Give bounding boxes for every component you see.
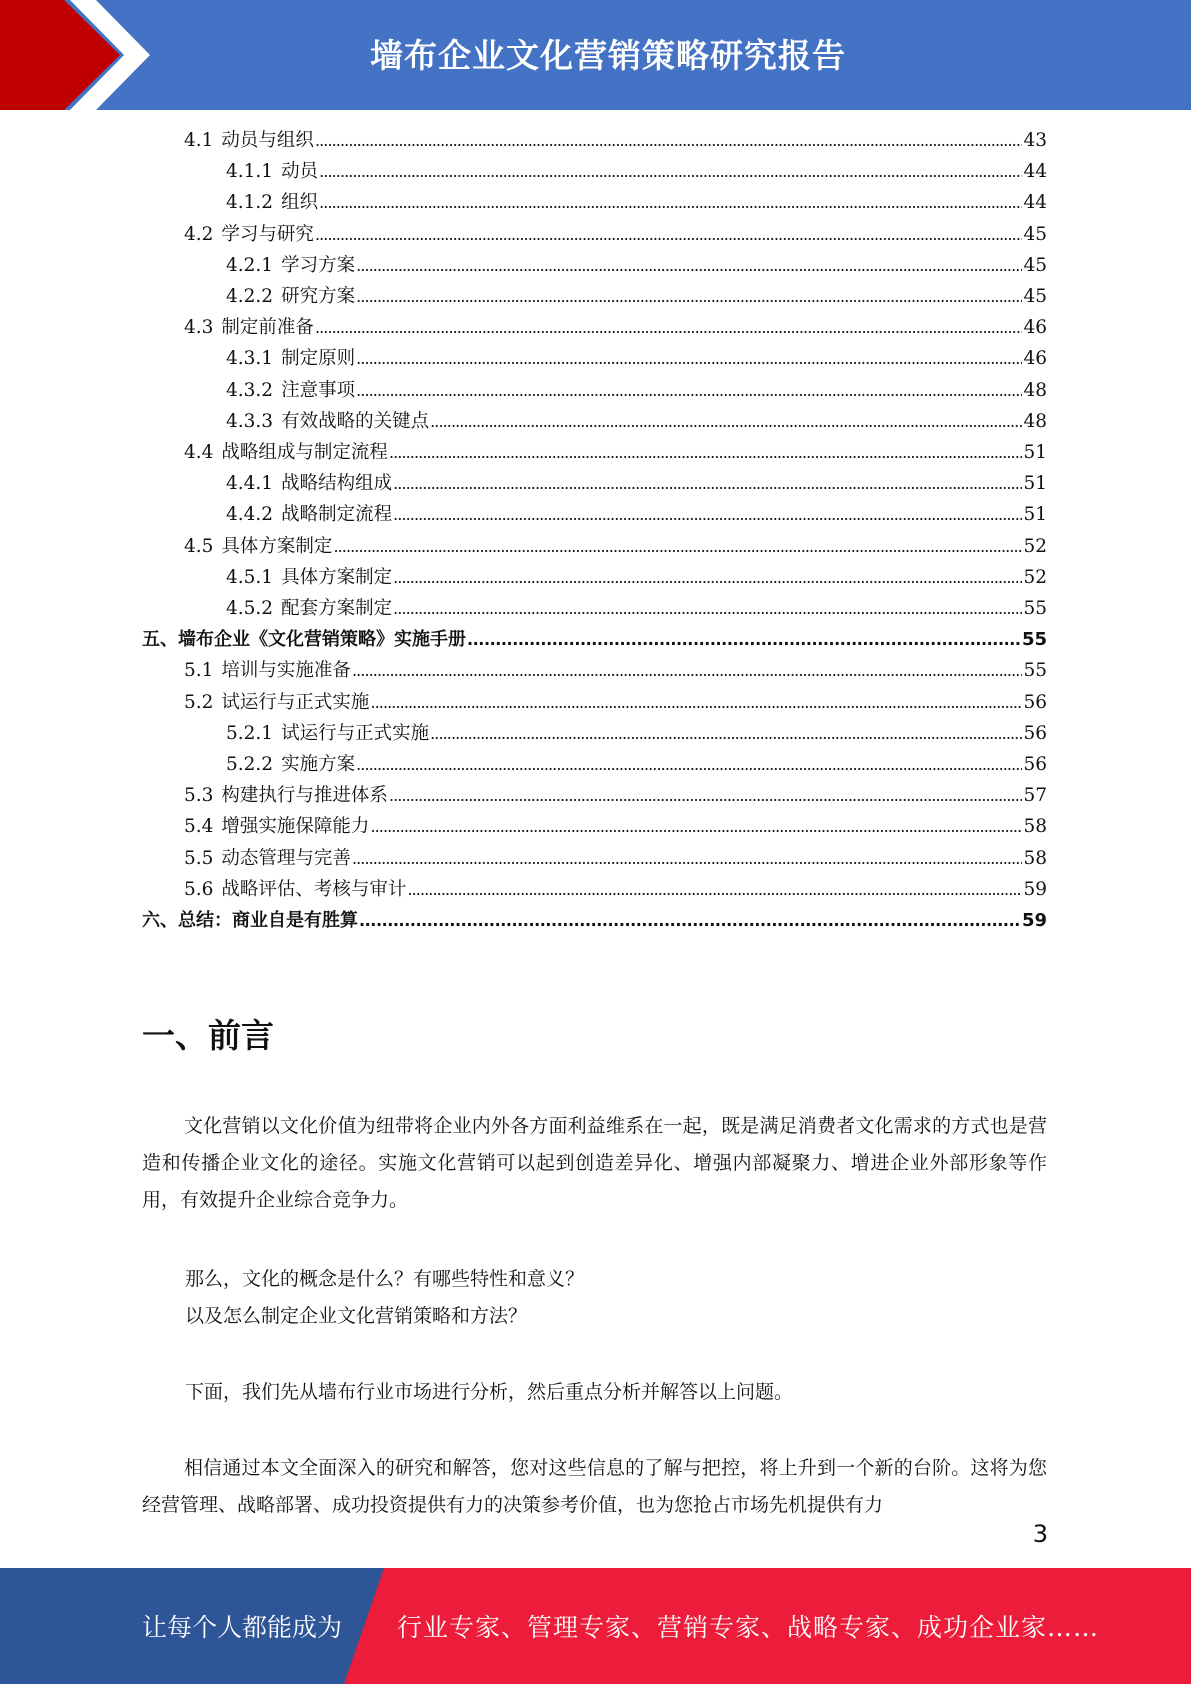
toc-entry-page: 55 [1023, 598, 1047, 619]
toc-entry-page: 48 [1023, 410, 1047, 432]
toc-entry-title: 战略制定流程 [281, 504, 393, 526]
toc-entry-number: 4.4.1 [226, 473, 274, 495]
toc-entry-page: 43 [1023, 130, 1047, 151]
toc-entry-page: 56 [1023, 691, 1047, 713]
toc-entry-number: 4.4 [184, 442, 214, 463]
toc-entry-page: 44 [1023, 161, 1047, 183]
toc-entry-number: 5.6 [184, 878, 214, 900]
toc-entry-number: 4.2 [184, 223, 214, 245]
toc-entry-title: 动员与组织 [221, 130, 314, 151]
toc-dot-leader [393, 563, 1022, 593]
toc-entry[interactable] [226, 563, 1047, 593]
toc-entry-page: 45 [1023, 286, 1047, 307]
toc-entry-page: 57 [1023, 785, 1047, 807]
toc-entry[interactable] [184, 781, 1047, 811]
toc-dot-leader [352, 656, 1023, 686]
analysis-line: 下面，我们先从墙布行业市场进行分析，然后重点分析并解答以上问题。 [185, 1381, 794, 1403]
toc-entry-page: 56 [1023, 722, 1047, 744]
toc-dot-leader [393, 500, 1022, 530]
toc-entry-title: 战略组成与制定流程 [221, 442, 388, 463]
toc-entry-number: 5.4 [184, 816, 214, 838]
toc-entry-title: 有效战略的关键点 [281, 410, 430, 432]
toc-entry[interactable] [226, 344, 1047, 374]
toc-entry-number: 4.2.2 [226, 286, 274, 307]
toc-dot-leader [315, 126, 1023, 156]
toc-entry[interactable] [184, 532, 1047, 562]
toc-entry-number: 4.3.1 [226, 348, 274, 370]
toc-entry-page: 51 [1023, 442, 1047, 463]
closing-paragraph: 相信通过本文全面深入的研究和解答，您对这些信息的了解与把控，将上升到一个新的台阶。这将为您经营管理、战略部署、成功投资提供有力的决策参考价值，也为您抢占市场先机提供有力 [142, 1457, 1047, 1516]
toc-entry[interactable] [184, 812, 1047, 842]
toc-entry-page: 52 [1023, 566, 1047, 588]
toc-dot-leader [389, 438, 1023, 468]
toc-entry-title: 学习方案 [281, 254, 356, 276]
toc-entry-page: 48 [1023, 379, 1047, 401]
toc-entry[interactable] [226, 469, 1047, 499]
toc-entry[interactable] [226, 719, 1047, 749]
toc-entry-number: 4.3.2 [226, 379, 274, 401]
toc-dot-leader [370, 688, 1022, 718]
toc-entry-title: 学习与研究 [221, 223, 314, 245]
toc-dot-leader [370, 812, 1022, 842]
toc-entry-number: 4.4.2 [226, 504, 274, 526]
toc-dot-leader [356, 251, 1022, 281]
toc-entry-number: 4.5.2 [226, 598, 274, 619]
toc-entry-title: 战略结构组成 [281, 473, 393, 495]
toc-dot-leader [333, 532, 1022, 562]
toc-dot-leader [430, 407, 1022, 437]
toc-entry-title: 实施方案 [281, 754, 356, 775]
toc-dot-leader [356, 750, 1022, 780]
toc-entry-title: 制定原则 [281, 348, 356, 370]
toc-dot-leader [356, 344, 1022, 374]
toc-entry-page: 45 [1023, 254, 1047, 276]
toc-entry-title: 制定前准备 [221, 317, 314, 339]
toc-entry-title: 增强实施保障能力 [221, 816, 370, 838]
toc-entry[interactable] [226, 282, 1047, 312]
toc-dot-leader [352, 844, 1023, 874]
toc-entry-title: 动员 [281, 161, 319, 183]
toc-entry[interactable] [226, 157, 1047, 187]
toc-entry-page: 59 [1021, 910, 1047, 931]
toc-dot-leader [315, 313, 1023, 343]
toc-entry-page: 52 [1023, 535, 1047, 557]
toc-entry-page: 58 [1023, 847, 1047, 869]
toc-dot-leader [359, 906, 1021, 936]
question-line-2: 以及怎么制定企业文化营销策略和方法？ [185, 1305, 528, 1327]
toc-entry-number: 4.5 [184, 535, 214, 557]
toc-entry[interactable] [226, 188, 1047, 218]
toc-entry[interactable] [184, 875, 1047, 905]
toc-entry[interactable] [184, 438, 1047, 468]
section-title: 一、前言 [142, 1016, 274, 1055]
toc-entry-number: 4.3 [184, 317, 214, 339]
toc-entry[interactable] [184, 656, 1047, 686]
toc-entry[interactable] [184, 688, 1047, 718]
toc-entry[interactable] [226, 407, 1047, 437]
toc-dot-leader [393, 594, 1022, 624]
toc-entry-page: 51 [1023, 504, 1047, 526]
toc-entry-number: 4.1 [184, 130, 214, 151]
toc-entry-page: 58 [1023, 816, 1047, 838]
toc-dot-leader [389, 781, 1023, 811]
report-title: 墙布企业文化营销策略研究报告 [370, 36, 846, 75]
toc-entry-title: 注意事项 [281, 379, 356, 401]
question-line-1: 那么，文化的概念是什么？有哪些特性和意义？ [185, 1268, 585, 1290]
toc-entry[interactable] [226, 750, 1047, 780]
toc-entry-title: 战略评估、考核与审计 [221, 878, 407, 900]
toc-entry-number: 4.3.3 [226, 410, 274, 432]
footer-slogan-left: 让每个人都能成为 [142, 1613, 343, 1642]
toc-entry[interactable] [142, 625, 1047, 655]
toc-entry-page: 56 [1023, 754, 1047, 775]
toc-dot-leader [356, 282, 1022, 312]
toc-entry-title: 研究方案 [281, 286, 356, 307]
toc-dot-leader [393, 469, 1022, 499]
toc-entry-title: 试运行与正式实施 [221, 691, 370, 713]
toc-dot-leader [315, 220, 1023, 250]
toc-entry-number: 5.2.1 [226, 722, 274, 744]
toc-entry-title: 具体方案制定 [281, 566, 393, 588]
toc-entry[interactable] [184, 844, 1047, 874]
toc-entry-number: 5.1 [184, 660, 214, 682]
toc-entry-number: 5.2 [184, 691, 214, 713]
toc-entry[interactable] [226, 251, 1047, 281]
toc-entry[interactable] [226, 500, 1047, 530]
toc-entry-number: 5.5 [184, 847, 214, 869]
toc-dot-leader [430, 719, 1022, 749]
toc-entry[interactable] [226, 594, 1047, 624]
toc-entry-page: 46 [1023, 348, 1047, 370]
toc-entry-number: 4.5.1 [226, 566, 274, 588]
intro-paragraph: 文化营销以文化价值为纽带将企业内外各方面利益维系在一起，既是满足消费者文化需求的方式也是营造和传播企业文化的途径。实施文化营销可以起到创造差异化、增强内部凝聚力、增进企业外部形象等作用，有效提升企业综合竞争力。 [142, 1115, 1047, 1211]
toc-entry[interactable] [226, 376, 1047, 406]
toc-entry-page: 55 [1021, 629, 1047, 651]
toc-dot-leader [407, 875, 1022, 905]
toc-entry-title: 具体方案制定 [221, 535, 333, 557]
toc-entry[interactable] [184, 126, 1047, 156]
toc-entry-number: 4.2.1 [226, 254, 274, 276]
toc-entry-title: 动态管理与完善 [221, 847, 351, 869]
toc-entry-number: 5.3 [184, 785, 214, 807]
toc-dot-leader [319, 157, 1022, 187]
toc-entry-title: 培训与实施准备 [221, 660, 351, 682]
toc-dot-leader [467, 625, 1021, 655]
toc-entry-title: 构建执行与推进体系 [221, 785, 388, 807]
toc-entry[interactable] [184, 220, 1047, 250]
toc-entry-page: 44 [1023, 192, 1047, 214]
toc-entry-title: 组织 [281, 192, 319, 214]
toc-entry-title: 试运行与正式实施 [281, 722, 430, 744]
toc-entry-page: 59 [1023, 878, 1047, 900]
toc-entry-page: 55 [1023, 660, 1047, 682]
toc-entry-title: 五、墙布企业《文化营销策略》实施手册 [142, 629, 466, 651]
toc-entry-title: 六、总结：商业自是有胜算 [142, 910, 358, 931]
toc-entry-number: 4.1.1 [226, 161, 274, 183]
toc-entry-page: 45 [1023, 223, 1047, 245]
toc-entry[interactable] [142, 906, 1047, 936]
footer-slogan-right: 行业专家、管理专家、营销专家、战略专家、成功企业家…… [397, 1613, 1100, 1642]
page-footer [0, 1568, 1191, 1684]
toc-entry-title: 配套方案制定 [281, 598, 393, 619]
toc-dot-leader [319, 188, 1022, 218]
toc-dot-leader [356, 376, 1022, 406]
page-header [0, 0, 1191, 110]
toc-entry-page: 46 [1023, 317, 1047, 339]
toc-entry-page: 51 [1023, 473, 1047, 495]
toc-entry-number: 5.2.2 [226, 754, 274, 775]
page-number: 3 [1032, 1520, 1048, 1548]
toc-entry-number: 4.1.2 [226, 192, 274, 214]
toc-entry[interactable] [184, 313, 1047, 343]
